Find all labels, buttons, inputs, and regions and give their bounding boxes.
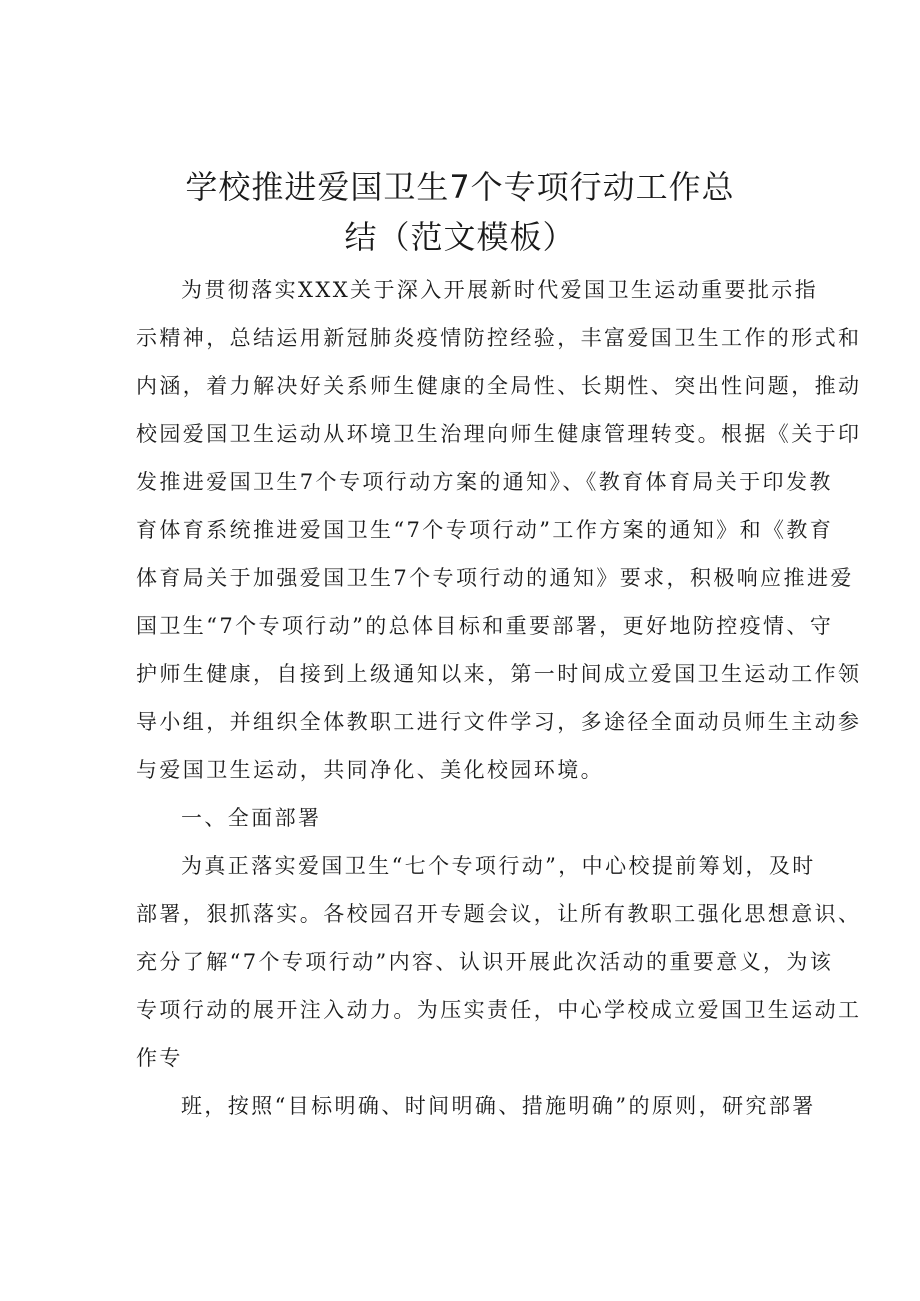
- paragraph-2-line-2: 部署，狠抓落实。各校园召开专题会议，让所有教职工强化思想意识、: [136, 902, 862, 926]
- paragraph-1-line-9: 护师生健康，自接到上级通知以来，第一时间成立爱国卫生运动工作领: [136, 662, 862, 686]
- paragraph-1-line-2: 示精神，总结运用新冠肺炎疫情防控经验，丰富爱国卫生工作的形式和: [136, 326, 862, 350]
- paragraph-1-line-7: 体育局关于加强爱国卫生7个专项行动的通知》要求，积极响应推进爱: [136, 566, 854, 590]
- document-title-line-2: 结（范文模板）: [344, 218, 576, 256]
- paragraph-1-line-6: 育体育系统推进爱国卫生“7个专项行动”工作方案的通知》和《教育: [136, 518, 834, 542]
- paragraph-2-line-1: 为真正落实爱国卫生“七个专项行动”，中心校提前筹划，及时: [181, 854, 816, 878]
- paragraph-3-line-1: 班，按照“目标明确、时间明确、措施明确”的原则，研究部署: [181, 1094, 816, 1118]
- paragraph-1-line-3: 内涵，着力解决好关系师生健康的全局性、长期性、突出性问题，推动: [136, 374, 862, 398]
- paragraph-1-line-4: 校园爱国卫生运动从环境卫生治理向师生健康管理转变。根据《关于印: [136, 422, 862, 446]
- document-title-line-1: 学校推进爱国卫生7个专项行动工作总: [185, 168, 735, 206]
- paragraph-1-line-1: 为贯彻落实XXX关于深入开展新时代爱国卫生运动重要批示指: [181, 278, 819, 302]
- section-heading-1: 一、全面部署: [181, 806, 322, 830]
- paragraph-2-line-5: 作专: [136, 1046, 183, 1070]
- paragraph-1-line-8: 国卫生“7个专项行动”的总体目标和重要部署，更好地防控疫情、守: [136, 614, 834, 638]
- paragraph-2-line-3: 充分了解“7个专项行动”内容、认识开展此次活动的重要意义，为该: [136, 950, 834, 974]
- paragraph-1-line-5: 发推进爱国卫生7个专项行动方案的通知》、《教育体育局关于印发教: [136, 470, 833, 494]
- paragraph-1-line-11: 与爱国卫生运动，共同净化、美化校园环境。: [136, 758, 604, 782]
- paragraph-2-line-4: 专项行动的展开注入动力。为压实责任，中心学校成立爱国卫生运动工: [136, 998, 862, 1022]
- paragraph-1-line-10: 导小组，并组织全体教职工进行文件学习，多途径全面动员师生主动参: [136, 710, 862, 734]
